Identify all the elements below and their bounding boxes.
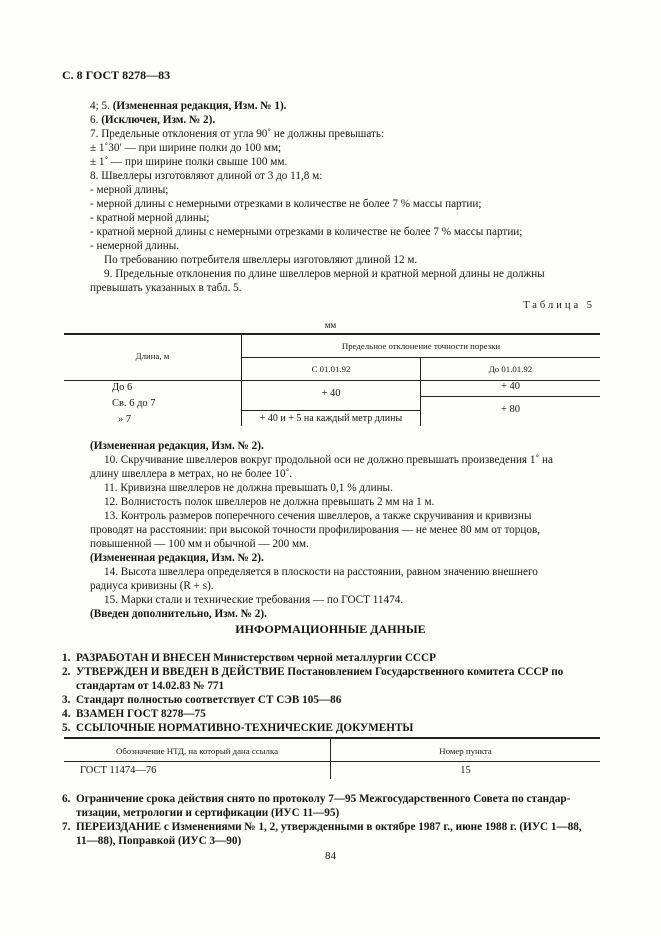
info-item: тизации, метрологии и сертификации (ИУС 11—95) <box>76 807 340 819</box>
ref-header-num: Номер пункта <box>439 746 492 756</box>
info-item: стандартам от 14.02.83 № 771 <box>76 680 225 692</box>
paragraph: 8. Швеллеры изготовляют длиной от 3 до 11,8 м: <box>90 170 323 182</box>
table-cell: » 7 <box>118 414 132 425</box>
paragraph: 9. Предельные отклонения по длине швеллеров мерной и кратной мерной длины не должны <box>104 268 545 280</box>
paragraph: 4; 5. (Измененная редакция, Изм. № 1). <box>90 100 287 112</box>
info-item: 3. Стандарт полностью соответствует СТ СЭВ 105—86 <box>62 694 342 706</box>
paragraph: (Измененная редакция, Изм. № 2). <box>90 552 264 564</box>
paragraph: По требованию потребителя швеллеры изготовляют длиной 12 м. <box>104 254 418 266</box>
page-header: С. 8 ГОСТ 8278—83 <box>62 68 171 82</box>
table-label: Таблица 5 <box>523 300 595 311</box>
list-item: - немерной длины. <box>90 240 180 252</box>
info-item: 4. ВЗАМЕН ГОСТ 8278—75 <box>62 708 206 720</box>
table-header-until: До 01.01.92 <box>488 364 533 374</box>
paragraph: превышать указанных в табл. 5. <box>90 282 242 294</box>
list-item: - мерной длины с немерными отрезками в количестве не более 7 % массы партии; <box>90 198 482 210</box>
paragraph: 7. Предельные отклонения от угла 90˚ не должны превышать: <box>90 128 385 140</box>
table-cell: + 40 <box>500 381 521 392</box>
paragraph: (Измененная редакция, Изм. № 2). <box>90 440 264 452</box>
page-number: 84 <box>325 850 336 862</box>
paragraph: 6. (Исключен, Изм. № 2). <box>90 114 216 126</box>
table-cell: Св. 6 до 7 <box>112 398 156 409</box>
info-item: 11—88), Поправкой (ИУС 3—90) <box>76 835 242 847</box>
paragraph: 10. Скручивание швеллеров вокруг продольной оси не должно превышать произведения 1˚ на <box>104 454 553 466</box>
table-header-deviation: Предельное отклонение точности порезки <box>341 341 501 351</box>
info-item: 1. РАЗРАБОТАН И ВНЕСЕН Министерством черной металлургии СССР <box>62 652 436 664</box>
ref-cell-doc: ГОСТ 11474—76 <box>80 765 157 776</box>
section-title: ИНФОРМАЦИОННЫЕ ДАННЫЕ <box>235 622 426 636</box>
paragraph: проводят на расстоянии: при высокой точности профилирования — не менее 80 мм от торцов, <box>90 524 541 536</box>
paragraph: 11. Кривизна швеллеров не должна превышать 0,1 % длины. <box>104 482 393 494</box>
table-header-from: С 01.01.92 <box>311 364 351 374</box>
info-item: 7. ПЕРЕИЗДАНИЕ с Изменениями № 1, 2, утвержденными в октябре 1987 г., июне 1988 г. (ИУС 1—88, <box>62 821 582 833</box>
table-cell: + 40 <box>321 388 341 399</box>
table-cell: + 80 <box>500 404 521 415</box>
paragraph: повышенной — 100 мм и обычной — 200 мм. <box>90 538 309 550</box>
paragraph: 14. Высота швеллера определяется в плоскости на расстоянии, равном значению внешнего <box>104 566 538 578</box>
paragraph: 13. Контроль размеров поперечного сечения швеллеров, а также скручивания и кривизны <box>104 510 532 522</box>
list-item: - мерной длины; <box>90 184 169 196</box>
paragraph: 12. Волнистость полок швеллеров не должна превышать 2 мм на 1 м. <box>104 496 435 508</box>
info-item: 6. Ограничение срока действия снято по протоколу 7—95 Межгосударственного Совета по стандар- <box>62 793 571 805</box>
info-item: 2. УТВЕРЖДЕН И ВВЕДЕН В ДЕЙСТВИЕ Постановлением Государственного комитета СССР по <box>62 666 564 678</box>
table-unit: мм <box>324 320 337 330</box>
paragraph: длину швеллера в метрах, но не более 10˚. <box>90 468 293 480</box>
paragraph: ± 1˚30′ — при ширине полки до 100 мм; <box>90 142 282 154</box>
ref-header-doc: Обозначение НТД, на который дана ссылка <box>116 746 278 756</box>
paragraph: (Введен дополнительно, Изм. № 2). <box>90 608 267 620</box>
list-item: - кратной мерной длины с немерными отрезками в количестве не более 7 % массы партии; <box>90 226 523 238</box>
ref-cell-num: 15 <box>460 765 471 776</box>
paragraph: 15. Марки стали и технические требования — по ГОСТ 11474. <box>104 594 404 606</box>
info-item: 5. ССЫЛОЧНЫЕ НОРМАТИВНО-ТЕХНИЧЕСКИЕ ДОКУМЕНТЫ <box>62 722 414 734</box>
paragraph: ± 1˚ — при ширине полки свыше 100 мм. <box>90 156 288 168</box>
table-cell: До 6 <box>112 382 133 393</box>
paragraph: радиуса кривизны (R + s). <box>90 580 214 592</box>
list-item: - кратной мерной длины; <box>90 212 210 224</box>
table-header-length: Длина, м <box>135 351 170 361</box>
table-cell: + 40 и + 5 на каждый метр длины <box>259 413 403 424</box>
